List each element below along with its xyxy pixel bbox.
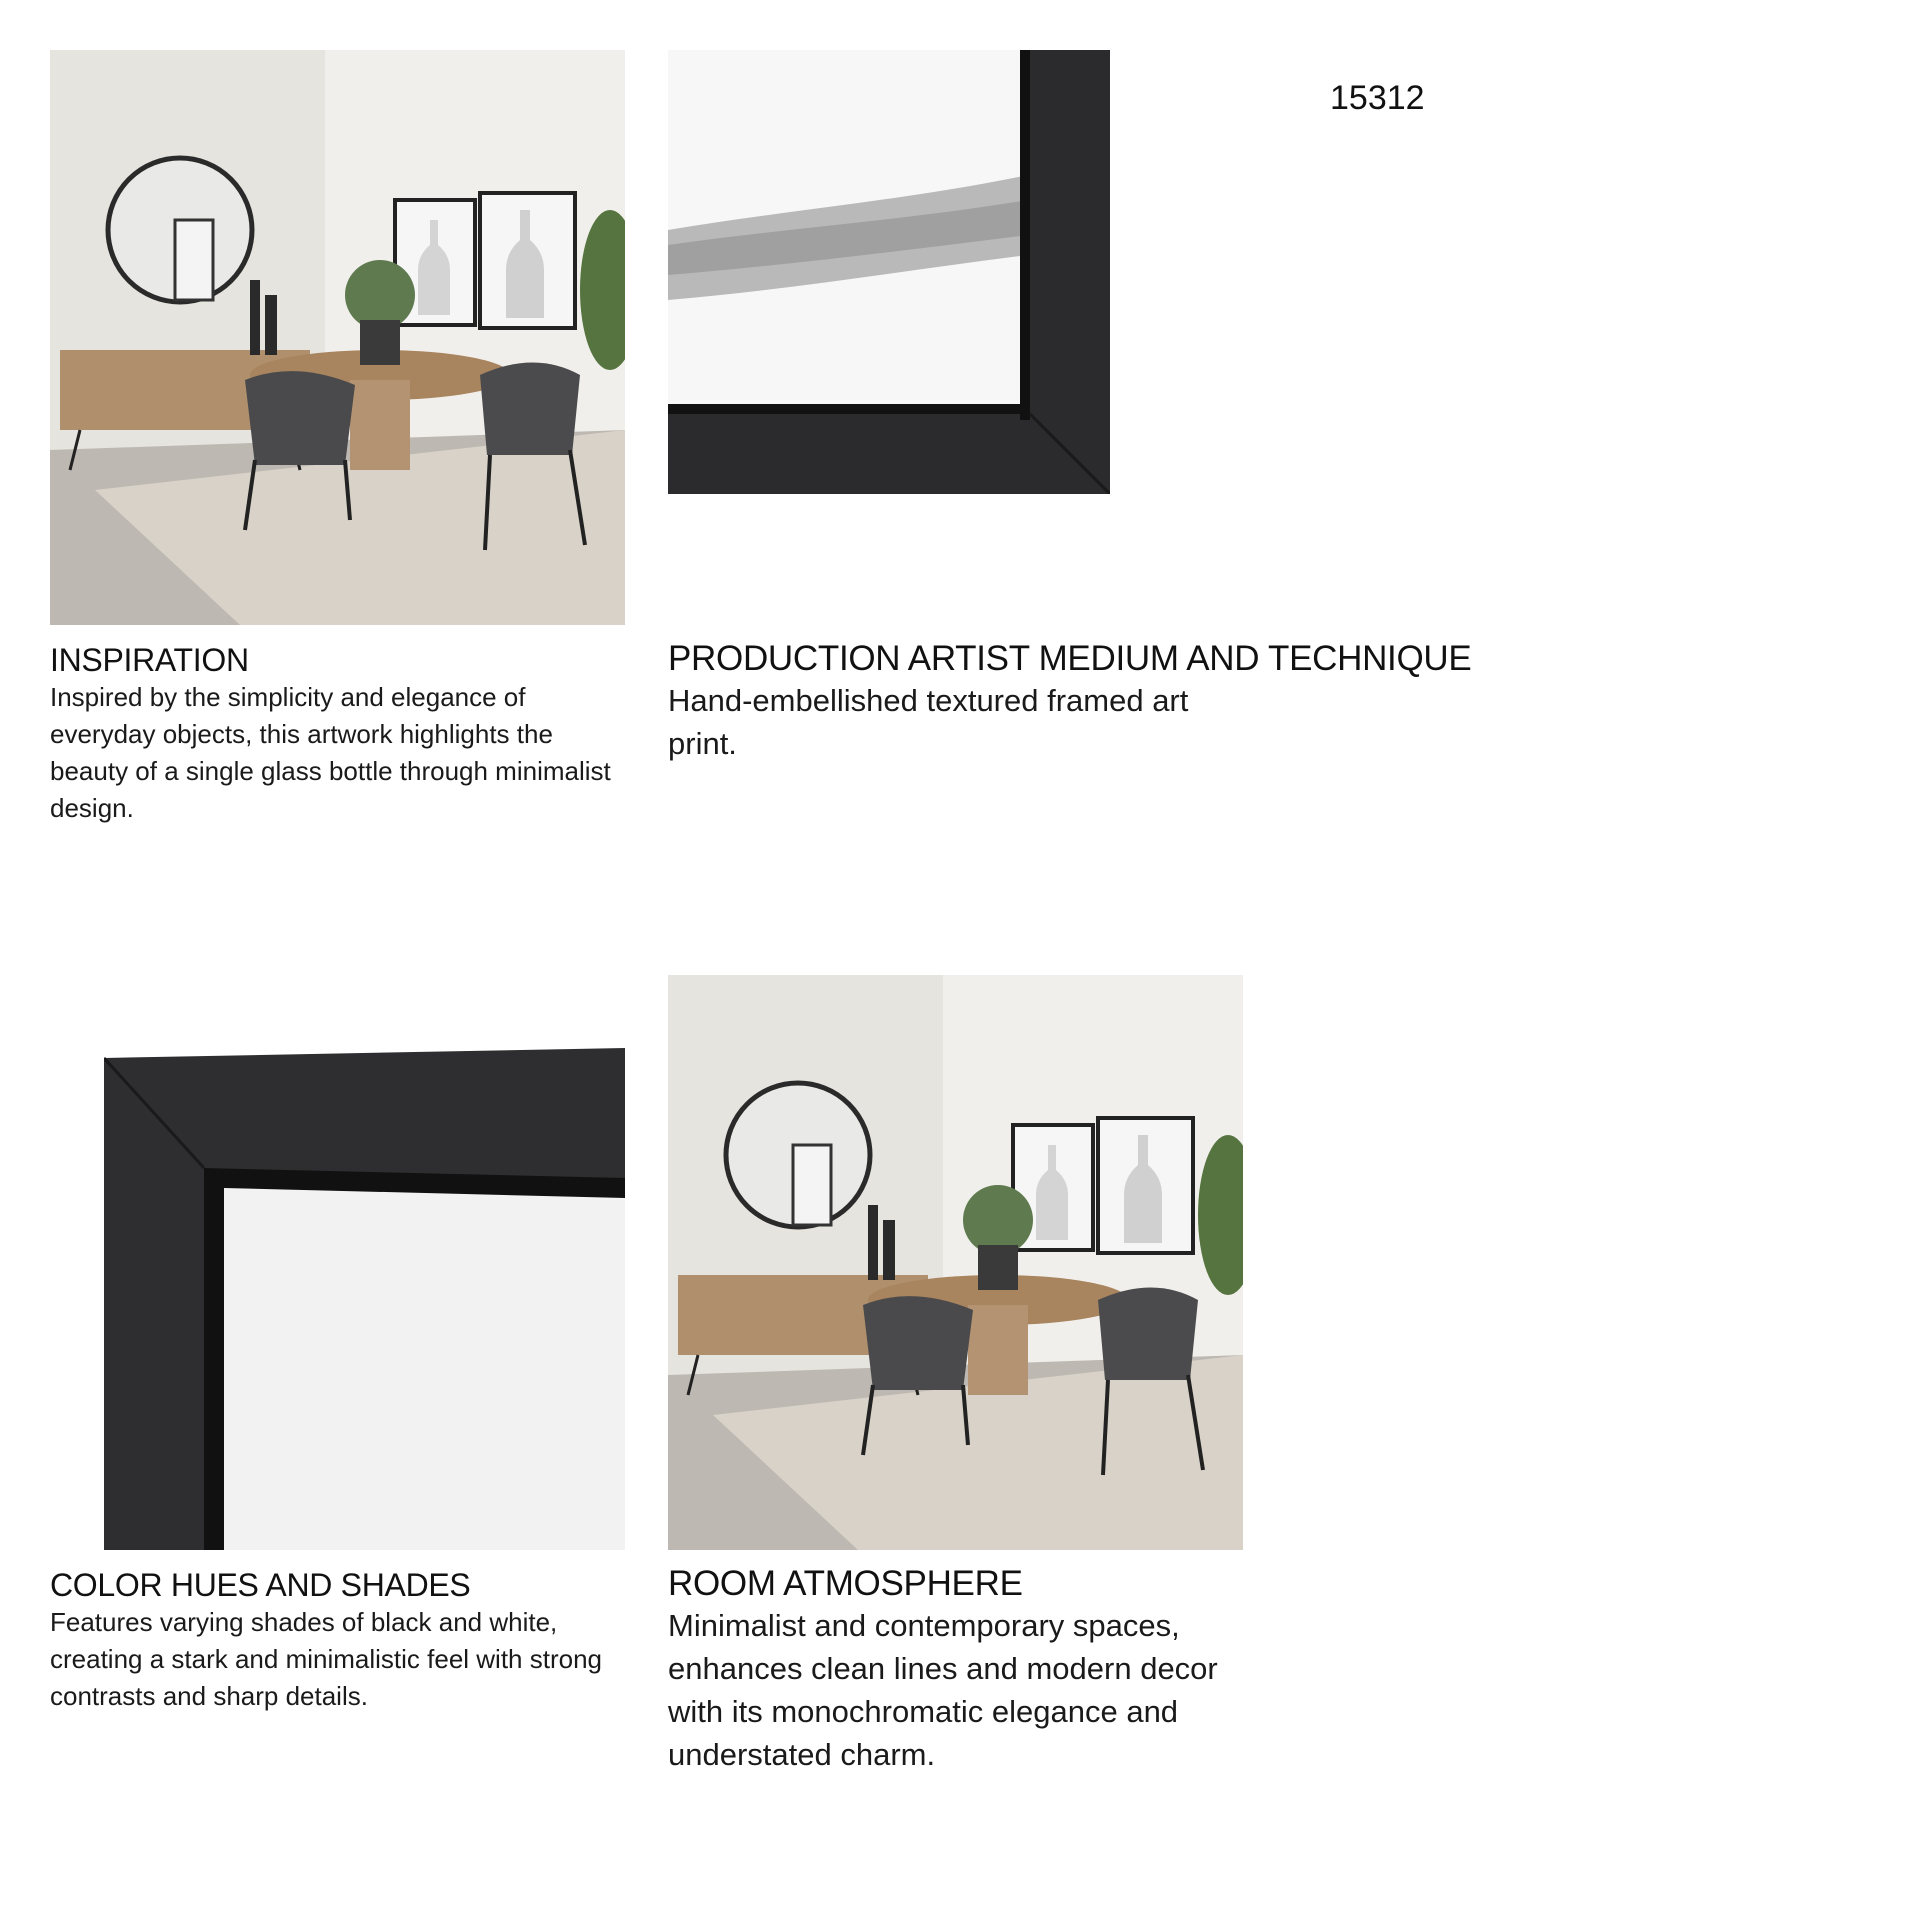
production-heading: PRODUCTION ARTIST MEDIUM AND TECHNIQUE <box>668 639 1472 678</box>
room-photo-inspiration <box>50 50 625 625</box>
color-text: Features varying shades of black and white, creating a stark and minimalistic feel with strong contrasts and sharp details. <box>50 1607 603 1711</box>
atmosphere-text: Minimalist and contemporary spaces, enhances clean lines and modern decor with its monochromatic elegance and understated charm. <box>668 1608 1218 1772</box>
frame-corner-image <box>668 50 1110 494</box>
dining-room-image-2 <box>668 975 1243 1550</box>
product-code: 15312 <box>1330 79 1425 117</box>
dining-room-image <box>50 50 625 625</box>
color-heading: COLOR HUES AND SHADES <box>50 1567 471 1603</box>
atmosphere-heading: ROOM ATMOSPHERE <box>668 1564 1023 1603</box>
inspiration-heading: INSPIRATION <box>50 642 249 678</box>
inspiration-text: Inspired by the simplicity and elegance of everyday objects, this artwork highlights the beauty of a single glass bottle through minimalist design. <box>50 682 611 823</box>
room-photo-atmosphere <box>668 975 1243 1550</box>
production-text: Hand-embellished textured framed art print. <box>668 683 1189 761</box>
frame-detail-photo-production <box>668 50 1110 494</box>
frame-corner-closeup-image <box>104 1028 625 1550</box>
frame-detail-photo-color <box>104 1028 625 1550</box>
